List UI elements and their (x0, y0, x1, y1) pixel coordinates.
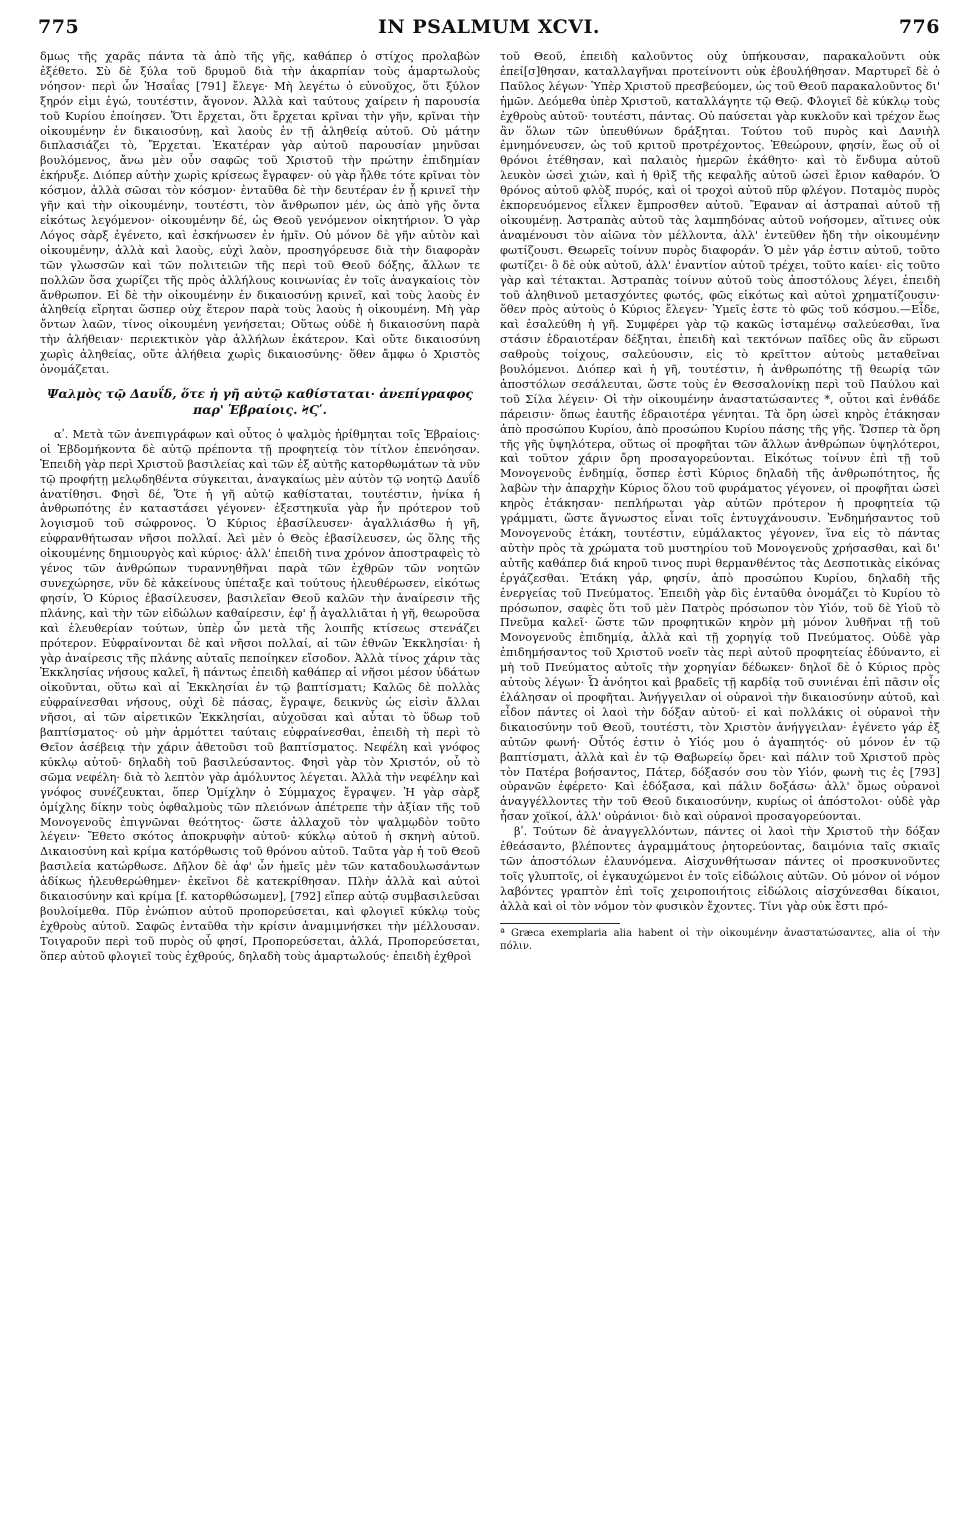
right-paragraph-1: τοῦ Θεοῦ, ἐπειδὴ καλοῦντος οὐχ ὑπήκουσαν, παρακαλοῦντι οὐκ ἐπεί[σ]θησαν, καταλλαγῆναι προτείνοντι οὐκ ἐβουλήθησαν. Μαρτυρεῖ δὲ ὁ Παῦλος λέγων· Ὑπὲρ Χριστοῦ πρεσβεύομεν, ὡς τοῦ Θεοῦ παρακαλοῦντος δι' ἡμῶν. Δεόμεθα ὑπὲρ Χριστοῦ, καταλλάγητε τῷ Θεῷ. Φλογιεῖ δὲ κύκλῳ τοὺς ἐχθροὺς αὐτοῦ· τουτέστι, πάντας. Οὐ παύσεται γὰρ κυκλοῦν καὶ τρέχον ἕως ἂν ὅλων τῶν ὑπευθύνων δράξηται. Τούτου τοῦ πυρὸς καὶ Δανιὴλ ἐμνημόνευσεν, ὡς τοῦ κριτοῦ προτρέχοντος. Ἐθεώρουν, φησίν, ἕως οὗ οἱ θρόνοι ἐτέθησαν, καὶ παλαιὸς ἡμερῶν ἐκάθητο· καὶ τὸ ἔνδυμα αὐτοῦ λευκὸν ὡσεὶ χιών, καὶ ἡ θρὶξ τῆς κεφαλῆς αὐτοῦ ὡσεὶ ἔριον καθαρόν. Ὁ θρόνος αὐτοῦ φλὸξ πυρός, καὶ οἱ τροχοὶ αὐτοῦ πῦρ φλέγον. Ποταμὸς πυρὸς ἐκπορευόμενος εἷλκεν ἔμπροσθεν αὐτοῦ. Ἔφαναν αἱ ἀστραπαὶ αὐτοῦ τῇ οἰκουμένῃ. Ἀστραπὰς αὐτοῦ τὰς λαμπηδόνας αὐτοῦ νοήσομεν, αἵτινες οὐκ ἀναμένουσι τὸν αἰῶνα τὸν μέλλοντα, ἀλλ' ἐντεῦθεν ἤδη τὴν οἰκουμένην φωτίζουσι. Θεωρεῖς τοίνυν πυρὸς διαφοράν. Ὁ μὲν γάρ ἐστιν αὐτοῦ, τοῦτο φωτίζει· ὃ δὲ οὐκ αὐτοῦ, ἀλλ' ἐναντίον αὐτοῦ τρέχει, τοῦτο καίει· εἰς τοῦτο γὰρ καὶ τέτακται. Ἀστραπὰς τοίνυν αὐτοῦ τοὺς ἀποστόλους λέγει, ἐπειδὴ τοῦ ἀληθινοῦ μετασχόντες φωτός, φῶς εἰκότως καὶ αὐτοὶ χρηματίζουσιν· ὅθεν πρὸς αὐτοὺς ὁ Κύριος ἔλεγεν· Ὑμεῖς ἐστε τὸ φῶς τοῦ κόσμου.—Εἶδε, καὶ ἐσαλεύθη ἡ γῆ. Συμφέρει γὰρ τῷ κακῶς ἱσταμένῳ σαλεύεσθαι, ἵνα στάσιν ἑδραιοτέραν δέξηται, ἐπειδὴ καὶ τεκτόνων παῖδες οὓς ἂν εὕρωσι σαθροὺς τοίχους, σαλεύουσιν, εἰς τὸ κρεῖττον αὐτοὺς μεταθεῖναι βουλόμενοι. Διόπερ καὶ ἡ γῆ, τουτέστιν, ἡ ἀνθρωπότης τῇ θεωρίᾳ τῶν ἀποστόλων σεσάλευται, ὥστε τοὺς ἐν Θεσσαλονίκῃ περὶ τοῦ Παύλου καὶ τοῦ Σίλα λέγειν· Οἱ τὴν οἰκουμένην ἀναστατώσαντες *, οὗτοι καὶ ἐνθάδε πάρεισιν· ὅπως ἑαυτῆς ἑδραιοτέρα γένηται. Τὰ ὄρη ὡσεὶ κηρὸς ἐτάκησαν ἀπὸ προσώπου Κυρίου, ἀπὸ προσώπου Κυρίου πάσης τῆς γῆς. Ὥσπερ τὰ ὄρη τῆς γῆς ὑψηλότερα, οὕτως οἱ προφῆται τῶν ἄλλων ἀνθρώπων ὑψηλότεροι, καὶ τοῦτον χάριν ὄρη προσαγορεύονται. Εἰκότως τοίνυν ἐπὶ τῇ τοῦ Μονογενοῦς ἐνδημίᾳ, ὅσπερ ἐστὶ Κύριος δηλαδὴ τῆς ἀνθρωπότητος, ἧς λαβὼν τὴν ἀπαρχὴν Κύριος ὅλου τοῦ φυράματος γέγονεν, οἱ προφῆται ὡσεὶ κηρὸς ἐτάκησαν· πεπλήρωται γὰρ αὐτῶν πρότερον ἡ προφητεία τῷ γράμματι, ὥστε ἄγνωστος εἶναι τοῖς ἐντυγχάνουσιν. Ἐνδημήσαντος τοῦ Μονογενοῦς ἐτάκη, τουτέστιν, εὐμάλακτος γέγονεν, ἵνα εἰς τὸ πάντας αὐτὴν πρὸς τὰ χρώματα τοῦ μυστηρίου τοῦ Μονογενοῦς χρήσασθαι, καὶ δι' αὐτῆς καθάπερ διά κηροῦ τινος πυρὶ θερμανθέντος τὰς Δεσποτικὰς εἰκόνας ἐργάζεσθαι. Ἐτάκη γάρ, φησίν, ἀπὸ προσώπου Κυρίου, δηλαδὴ τῆς ἐνεργείας τοῦ Πνεύματος. Ἐπειδὴ γὰρ δὶς ἐνταῦθα ὀνομάζει τὸ Κυρίου τὸ πρόσωπον, σαφὲς ὅτι τοῦ μὲν Πατρὸς πρόσωπον τὸν Υἱόν, τοῦ δὲ Υἱοῦ τὸ Πνεῦμα καλεῖ· ὥστε τῶν προφητικῶν κηρὸν μὴ μόνον λυθῆναι τῇ τοῦ Μονογενοῦς ἐπιδημίᾳ, ἀλλὰ καὶ τῇ χορηγίᾳ τοῦ Πνεύματος. Οὐδὲ γὰρ ἐπιδημήσαντος τοῦ Χριστοῦ νοεῖν τὰς περὶ αὐτοῦ προφητείας ἐδύναντο, εἰ μὴ τοῦ Πνεύματος αὐτοῖς τὴν χορηγίαν δέδωκεν· δηλοῖ δὲ ὁ Κύριος πρὸς αὐτοὺς λέγων· Ὦ ἀνόητοι καὶ βραδεῖς τῇ καρδίᾳ τοῦ συνιέναι ἐπὶ πᾶσιν οἷς ἐλάλησαν οἱ προφῆται. Ἀνήγγειλαν οἱ οὐρανοὶ τὴν δικαιοσύνην αὐτοῦ, καὶ εἶδον πάντες οἱ λαοὶ τὴν δόξαν αὐτοῦ· εἰ καὶ πολλάκις οἱ οὐρανοὶ τὴν δικαιοσύνην τοῦ Θεοῦ, τουτέστι, τὸν Χριστὸν ἀνήγγειλαν· ἐγένετο γάρ ἐξ αὐτῶν φωνή· Οὗτός ἐστιν ὁ Υἱός μου ὁ ἀγαπητός· οὐ μόνον ἐν τῷ βαπτίσματι, ἀλλὰ καὶ ἐν τῷ Θαβωρείῳ ὄρει· καὶ πάλιν τοῦ Χριστοῦ πρὸς τὸν Πατέρα βοήσαντος, Πάτερ, δόξασόν σου τὸν Υἱόν, φωνὴ τις ἐς [793] οὐρανῶν ἐφέρετο· Καὶ ἐδόξασα, καὶ πάλιν δοξάσω· ἀλλ' ὅμως οὐρανοὶ ἀναγγέλλοντες τὴν τοῦ Θεοῦ δικαιοσύνην, κυρίως οἱ ἀπόστολοι· οὐδὲ γὰρ ἦσαν χοϊκοί, ἀλλ' οὐράνιοι· διὸ καὶ οὐρανοὶ προσαγορεύονται. (500, 50, 940, 824)
footnote-divider (500, 923, 620, 924)
left-page-number: 775 (38, 16, 80, 38)
left-column (40, 50, 480, 1540)
right-column (500, 50, 940, 1540)
running-title: IN PSALMUM XCVI. (377, 16, 600, 38)
footnote: ª Græca exemplaria alia habent οἱ τὴν οἰκουμένην ἀναστατώσαντες, alia οἱ τὴν πόλιν. (500, 927, 940, 952)
left-paragraph-1: δμως τῆς χαρᾶς πάντα τὰ ἀπὸ τῆς γῆς, καθάπερ ὁ στίχος προλαβὼν ἐξέθετο. Σὺ δὲ ξύλα τοῦ δρυμοῦ διὰ τὴν ἀκαρπίαν τοὺς ἁμαρτωλοὺς νόησον· περὶ ὧν Ἡσαΐας [791] ἔλεγε· Μὴ λεγέτω ὁ εὐνοῦχος, ὅτι ξύλον ξηρόν εἰμι ἐγώ, τουτέστιν, ἄγονον. Ἀλλὰ καὶ ταύτους χαίρειν ἡ παρουσία τοῦ Κυρίου ἐποίησεν. Ὅτι ἔρχεται, ὅτι ἔρχεται κρῖναι τὴν γῆν, κρῖναι τὴν οἰκουμένην ἐν δικαιοσύνῃ, καὶ λαοὺς ἐν τῇ ἀληθείᾳ αὐτοῦ. Οὐ μάτην διπλασιάζει τὸ, Ἔρχεται. Ἑκατέραν γὰρ αὐτοῦ παρουσίαν μηνῦσαι βουλόμενος, ἄνω μὲν οὖν σαφῶς τοῦ Χριστοῦ τὴν πρώτην ἐπιδημίαν ἐκήρυξε. Διόπερ αὐτὴν χωρὶς κρίσεως ἔγραφεν· οὐ γὰρ ἦλθε τότε κρῖναι τὸν κόσμον, ἀλλὰ σῶσαι τὸν κόσμον· ἐνταῦθα δὲ τὴν δευτέραν ἐν ᾗ κρινεῖ τὴν γῆν καὶ τὴν οἰκουμένην, τουτέστι, τὸν ἄνθρωπον μέν, ὡς ἀπὸ γῆς ὄντα εἰκότως λεγόμενον· οἰκουμένην δέ, ὡς Θεοῦ γενόμενον οἰκητήριον. Ὁ γὰρ Λόγος σὰρξ ἐγένετο, καὶ ἐσκήνωσεν ἐν ἡμῖν. Οὐ μόνον δὲ γῆν αὐτὸν καὶ οἰκουμένην, ἀλλὰ καὶ λαοὺς, εὐχὶ λαὸν, προσηγόρευσε διὰ τὴν διαφορὰν τῶν γλωσσῶν καὶ τῶν πολιτειῶν τῆς περὶ τοῦ Θεοῦ δόξης, ἄλλων τε πολλῶν ὅσα χωρίζει τῆς πρὸς ἀλλήλους κοινωνίας ἐν τοῖς ἀναγκαίοις τὸν ἄνθρωπον. Εἰ δὲ τὴν οἰκουμένην ἐν δικαιοσύνῃ κρινεῖ, καὶ τοὺς λαοὺς ἐν ἀληθείᾳ εἴρηται ὥσπερ οὐχ ἕτερον παρὰ τοὺς λαοὺς ἡ οἰκουμένη. Μὴ γὰρ ὄντων λαῶν, τίνος οἰκουμένη γενήσεται; Οὕτως οὐδὲ ἡ δικαιοσύνη παρὰ τὴν ἀλήθειαν· περιεκτικὸν γὰρ ἀλλήλων ἑκάτερον. Καὶ οὔτε δικαιοσύνη χωρὶς ἀληθείας, οὔτε ἀλήθεια χωρὶς δικαιοσύνης· ὅθεν ἄμφω ὁ Χριστὸς ὀνομάζεται. (40, 50, 480, 377)
right-page-number: 776 (898, 16, 940, 38)
left-paragraph-2: αʹ. Μετὰ τῶν ἀνεπιγράφων καὶ οὗτος ὁ ψαλμὸς ἠρίθμηται τοῖς Ἑβραίοις· οἱ Ἑβδομήκοντα δὲ αὐτῷ πρέποντα τῇ προφητείᾳ τὸν τίτλον ἐπενόησαν. Ἐπειδὴ γὰρ περὶ Χριστοῦ βασιλείας καὶ τῶν ἐξ αὐτῆς κατορθωμάτων τὰ νῦν τῷ προφήτῃ μελῳδηθέντα σύγκειται, ἀναγκαίως μὲν αὐτὸν τῷ νοητῷ Δαυΐδ ἀνατίθησι. Φησὶ δέ, Ὅτε ἡ γῆ αὐτῷ καθίσταται, τουτέστιν, ἡνίκα ἡ ἀνθρωπότης ἐν καταστάσει γέγονεν· ἐξεστηκυῖα γὰρ ἦν πρότερον τοῦ λογισμοῦ τοῦ σώφρονος. Ὁ Κύριος ἐβασίλευσεν· ἀγαλλιάσθω ἡ γῆ, εὐφρανθήτωσαν νῆσοι πολλαί. Ἀεὶ μὲν ὁ Θεὸς ἐβασίλευσεν, ὡς ὅλης τῆς οἰκουμένης δημιουργὸς καὶ κύριος· ἀλλ' ἐπειδὴ τινα χρόνον ἀποστραφεὶς τὸ γένος τῶν ἀνθρώπων τυραννηθῆναι παρὰ τῶν ἐχθρῶν τῶν νοητῶν συνεχώρησε, νῦν δὲ κἀκείνους ὑπέταξε καὶ τούτους ἠλευθέρωσεν, εἰκότως φησίν, Ὁ Κύριος ἐβασίλευσεν, βασιλεῖαν Θεοῦ καλῶν τὴν ἀναίρεσιν τῆς πλάνης, καὶ τὴν τῶν εἰδώλων καθαίρεσιν, ἐφ' ᾗ ἀγαλλιᾶται ἡ γῆ, θεωροῦσα καὶ ἐλευθερίαν τούτων, ὑπὲρ ὧν μετὰ τῆς λοιπῆς κτίσεως στενάζει πρότερον. Εὐφραίνονται δὲ καὶ νῆσοι πολλαί, αἱ τῶν ἐθνῶν Ἐκκλησίαι· ἡ γὰρ ἀναίρεσις τῆς πλάνης αὐταῖς πεποίηκεν εἴσοδον. Ἀλλὰ τίνος χάριν τὰς Ἐκκλησίας νήσους καλεῖ, ἢ πάντως ἐπειδὴ καθάπερ αἱ νῆσοι μέσον ὑδάτων οἰκοῦνται, οὕτω καὶ αἱ Ἐκκλησίαι ἐν τῷ βαπτίσματι; Καλῶς δὲ πολλὰς εὐφραίνεσθαι νήσους, οὐχὶ δὲ πάσας, ἔγραψε, δεικνὺς ὡς εἰσὶν ἄλλαι νῆσοι, αἱ τῶν αἱρετικῶν Ἐκκλησίαι, αὐχοῦσαι καὶ αὗται τὸ ὕδωρ τοῦ βαπτίσματος· οὐ μὴν ἁρμόττει ταύταις εὐφραίνεσθαι, ἐπειδὴ τὴ περὶ τὸ Θεῖον ἀσέβειᾳ τὴν χάριν ἀθετοῦσι τοῦ βαπτίσματος. Νεφέλη καὶ γνόφος κύκλῳ αὐτοῦ· δηλαδὴ τοῦ βασιλεύσαντος. Φησὶ γὰρ τὸν Χριστόν, οὗ τὸ σῶμα νεφέλη· διὰ τὸ λεπτὸν γὰρ ἀμόλυντος λέγεται. Ἀλλὰ τὴν νεφέλην καὶ γνόφος συνέζευκται, ὅπερ Ὁμίχλην ὁ Σύμμαχος ἔγραψεν. Ἡ γὰρ σὰρξ ὁμίχλης δίκην τοὺς ὀφθαλμοὺς τῶν πλειόνων ἀπέτρεπε τὴν ἀξίαν τῆς τοῦ Μονογενοῦς ἐπιγνῶναι θεότητος· ὥστε ἀλλαχοῦ τὸν ψαλμῳδὸν τοῦτο λέγειν· Ἔθετο σκότος ἀποκρυφὴν αὐτοῦ· κύκλῳ αὐτοῦ ἡ σκηνὴ αὐτοῦ. Δικαιοσύνη καὶ κρίμα κατόρθωσις τοῦ θρόνου αὐτοῦ. Ταῦτα γὰρ ἡ τοῦ Θεοῦ βασιλεία κατώρθωσε. Δῆλον δὲ ἀφ' ὧν ἡμεῖς μὲν τῶν καταδουλωσάντων ἀδίκως ἠλευθερώθημεν· ἐκεῖνοι δὲ κατεκρίθησαν. Πλὴν ἀλλὰ καὶ αὐτοὶ δικαιοσύνην καὶ κρίμα [f. κατορθώσωμεν], [792] εἴπερ αὐτῷ συμβασιλεῦσαι βουλοίμεθα. Πῦρ ἐνώπιον αὐτοῦ προπορεύσεται, καὶ φλογιεῖ κύκλῳ τοὺς ἐχθροὺς αὐτοῦ. Σαφῶς ἐνταῦθα τὴν κρίσιν ἀναμιμνήσκει τὴν μέλλουσαν. Τοιγαροῦν περὶ τοῦ πυρὸς οὗ φησί, Προπορεύσεται, ἀλλά, Προπορεύσεται, ὅπερ αὐτοῦ φλογιεῖ τοὺς ἐχθρούς, δηλαδὴ τοὺς ἁμαρτωλούς· ἐπειδὴ ἐχθροὶ (40, 427, 480, 963)
psalm-heading: Ψαλμὸς τῷ Δαυΐδ, ὅτε ἡ γῆ αὐτῷ καθίσταται· ἀνεπίγραφος παρ' Ἑβραίοις. ϞϚʹ. (47, 385, 473, 417)
right-paragraph-2: βʹ. Τούτων δὲ ἀναγγελλόντων, πάντες οἱ λαοὶ τὴν Χριστοῦ τὴν δόξαν ἐθεάσαντο, βλέποντες ἀγραμμάτους ῥητορεύοντας, δαιμόνια ταῖς σκιαῖς τῶν ἀποστόλων ἐλαυνόμενα. Αἰσχυνθήτωσαν πάντες οἱ προσκυνοῦντες τοῖς γλυπτοῖς, οἱ ἐγκαυχώμενοι ἐν τοῖς εἰδώλοις αὐτῶν. Οὐ μόνον οἱ νόμον λαβόντες γραπτὸν ἐπὶ τοῖς χειροποιήτοις εἰδώλοις αἰσχύνεσθαι δίκαιοι, ἀλλὰ καὶ οἱ τὸν νόμον τὸν φυσικὸν ἔχοντες. Τίνι γὰρ οὐκ ἔστι πρό- (500, 825, 940, 913)
running-header (38, 12, 940, 42)
